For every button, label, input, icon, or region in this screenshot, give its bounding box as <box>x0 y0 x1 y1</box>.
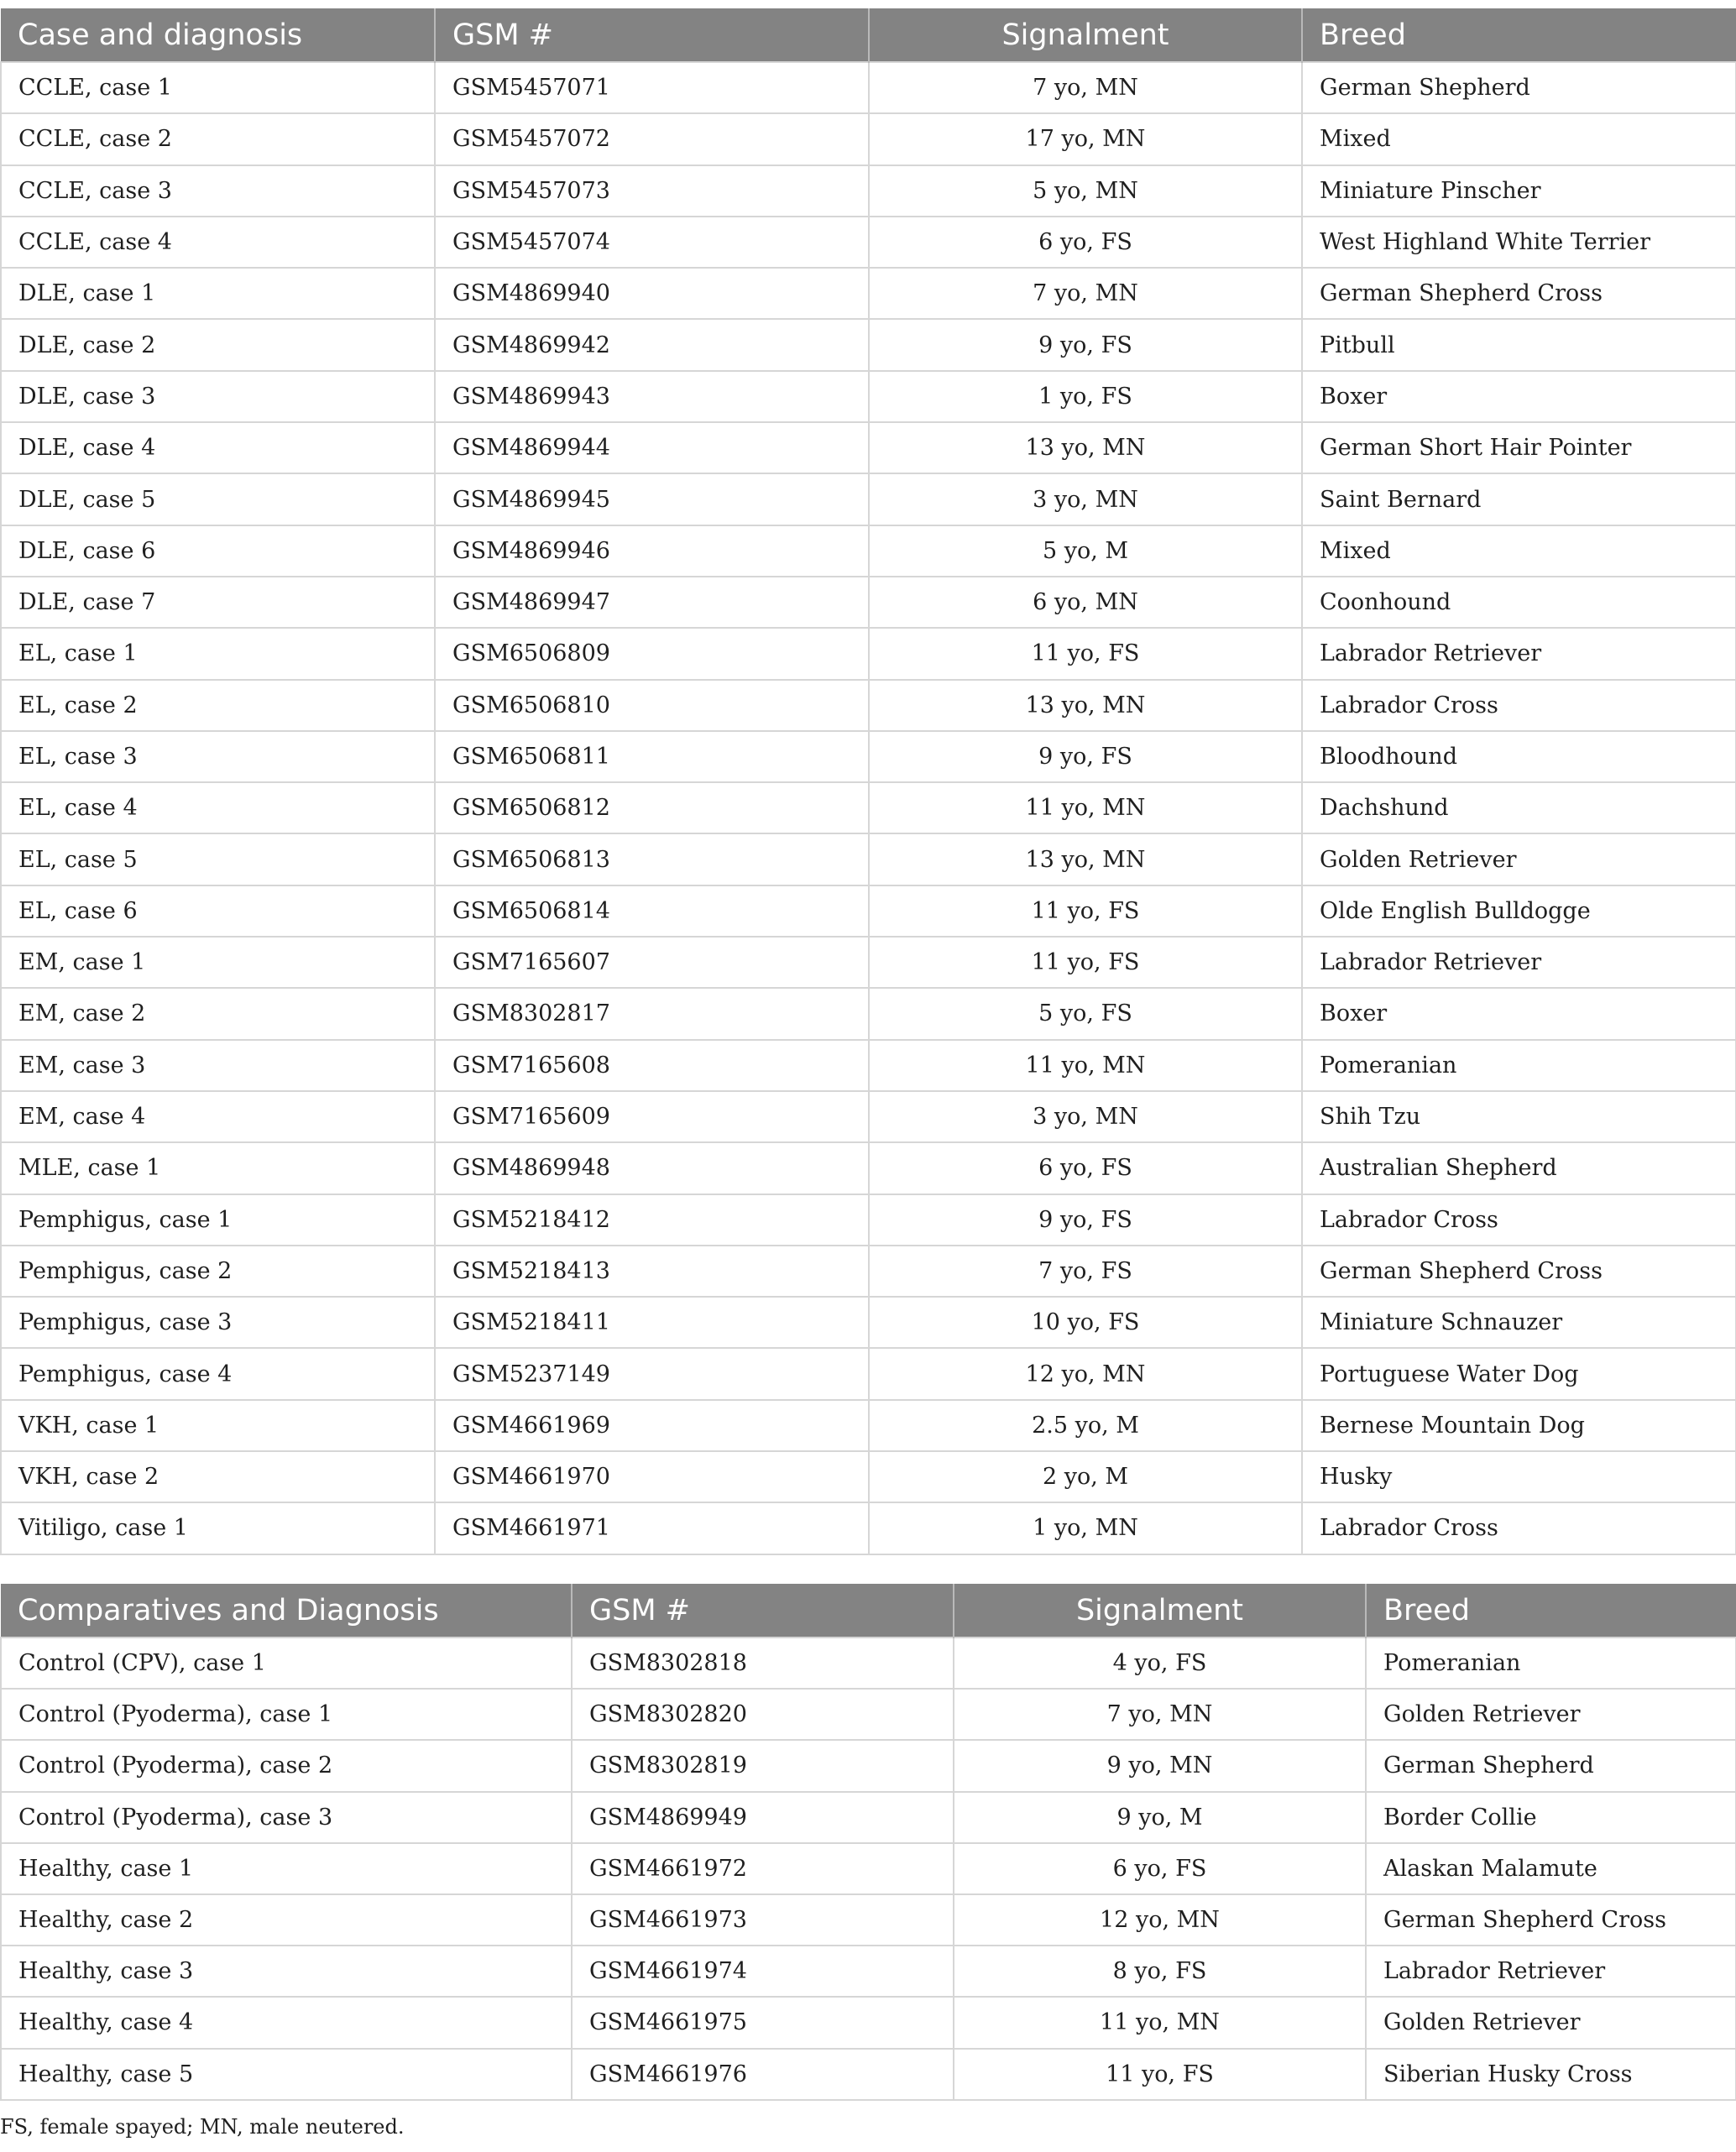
table-row <box>1 1348 1736 1399</box>
diagnosis-cell: DLE, case 5 <box>1 473 435 525</box>
col-header-breed: Breed <box>1302 8 1736 62</box>
gsm-cell: GSM4869944 <box>435 422 869 473</box>
gsm-cell: GSM4661971 <box>435 1502 869 1554</box>
diagnosis-cell: Control (CPV), case 1 <box>1 1638 572 1689</box>
gsm-cell: GSM8302819 <box>572 1740 954 1791</box>
col-header-signalment: Signalment <box>954 1584 1366 1638</box>
diagnosis-cell: Vitiligo, case 1 <box>1 1502 435 1554</box>
gsm-cell: GSM6506811 <box>435 731 869 782</box>
gsm-cell: GSM4661969 <box>435 1400 869 1451</box>
col-header-breed: Breed <box>1366 1584 1736 1638</box>
gsm-cell: GSM6506810 <box>435 680 869 731</box>
diagnosis-cell: DLE, case 2 <box>1 319 435 370</box>
diagnosis-cell: Healthy, case 4 <box>1 1997 572 2048</box>
breed-cell: Boxer <box>1302 371 1736 422</box>
breed-cell: Pomeranian <box>1302 1040 1736 1091</box>
table-row <box>1 1400 1736 1451</box>
breed-cell: Pomeranian <box>1366 1638 1736 1689</box>
table-row <box>1 1843 1736 1894</box>
signalment-cell: 12 yo, MN <box>954 1894 1366 1946</box>
col-header-gsm: GSM # <box>572 1584 954 1638</box>
table-row <box>1 1502 1736 1554</box>
gsm-cell: GSM6506814 <box>435 885 869 937</box>
signalment-cell: 12 yo, MN <box>869 1348 1302 1399</box>
diagnosis-cell: EM, case 3 <box>1 1040 435 1091</box>
table-row <box>1 1792 1736 1843</box>
gsm-cell: GSM4661972 <box>572 1843 954 1894</box>
breed-cell: Border Collie <box>1366 1792 1736 1843</box>
gsm-cell: GSM4661970 <box>435 1451 869 1502</box>
breed-cell: Bloodhound <box>1302 731 1736 782</box>
diagnosis-cell: VKH, case 1 <box>1 1400 435 1451</box>
diagnosis-cell: Healthy, case 1 <box>1 1843 572 1894</box>
diagnosis-cell: Healthy, case 2 <box>1 1894 572 1946</box>
signalment-cell: 2.5 yo, M <box>869 1400 1302 1451</box>
signalment-cell: 1 yo, MN <box>869 1502 1302 1554</box>
breed-cell: Bernese Mountain Dog <box>1302 1400 1736 1451</box>
signalment-cell: 13 yo, MN <box>869 680 1302 731</box>
breed-cell: German Short Hair Pointer <box>1302 422 1736 473</box>
table-row <box>1 1142 1736 1194</box>
gsm-cell: GSM5218412 <box>435 1194 869 1246</box>
table-row <box>1 473 1736 525</box>
signalment-cell: 11 yo, FS <box>869 628 1302 679</box>
signalment-cell: 6 yo, MN <box>869 577 1302 628</box>
signalment-cell: 6 yo, FS <box>869 1142 1302 1194</box>
table-row <box>1 1091 1736 1142</box>
gsm-cell: GSM4661973 <box>572 1894 954 1946</box>
table-row <box>1 319 1736 370</box>
signalment-cell: 11 yo, MN <box>869 782 1302 833</box>
signalment-cell: 7 yo, MN <box>869 62 1302 113</box>
diagnosis-cell: CCLE, case 4 <box>1 217 435 268</box>
table-row <box>1 628 1736 679</box>
diagnosis-cell: DLE, case 3 <box>1 371 435 422</box>
breed-cell: German Shepherd <box>1302 62 1736 113</box>
signalment-cell: 5 yo, FS <box>869 988 1302 1039</box>
table-row <box>1 1740 1736 1791</box>
table-row <box>1 1946 1736 1997</box>
gsm-cell: GSM5457073 <box>435 165 869 217</box>
signalment-cell: 7 yo, MN <box>869 268 1302 319</box>
table-row <box>1 113 1736 165</box>
diagnosis-cell: Pemphigus, case 4 <box>1 1348 435 1399</box>
gsm-cell: GSM8302817 <box>435 988 869 1039</box>
diagnosis-cell: EM, case 2 <box>1 988 435 1039</box>
breed-cell: Golden Retriever <box>1302 833 1736 885</box>
table-row <box>1 988 1736 1039</box>
gsm-cell: GSM5237149 <box>435 1348 869 1399</box>
cases-table <box>0 8 1736 1555</box>
table-row <box>1 1894 1736 1946</box>
signalment-cell: 9 yo, FS <box>869 731 1302 782</box>
breed-cell: Labrador Cross <box>1302 680 1736 731</box>
signalment-cell: 11 yo, FS <box>869 937 1302 988</box>
signalment-cell: 9 yo, FS <box>869 1194 1302 1246</box>
col-header-signalment: Signalment <box>869 8 1302 62</box>
table-row <box>1 1194 1736 1246</box>
breed-cell: Siberian Husky Cross <box>1366 2049 1736 2100</box>
table-row <box>1 1638 1736 1689</box>
gsm-cell: GSM4869949 <box>572 1792 954 1843</box>
gsm-cell: GSM6506812 <box>435 782 869 833</box>
diagnosis-cell: Healthy, case 3 <box>1 1946 572 1997</box>
gsm-cell: GSM7165607 <box>435 937 869 988</box>
diagnosis-cell: EM, case 4 <box>1 1091 435 1142</box>
breed-cell: Labrador Retriever <box>1302 628 1736 679</box>
table-row <box>1 1689 1736 1740</box>
breed-cell: Golden Retriever <box>1366 1689 1736 1740</box>
gsm-cell: GSM5457072 <box>435 113 869 165</box>
signalment-cell: 5 yo, M <box>869 525 1302 577</box>
table-row <box>1 371 1736 422</box>
col-header-comparatives-diagnosis: Comparatives and Diagnosis <box>1 1584 572 1638</box>
breed-cell: Shih Tzu <box>1302 1091 1736 1142</box>
diagnosis-cell: EL, case 5 <box>1 833 435 885</box>
diagnosis-cell: MLE, case 1 <box>1 1142 435 1194</box>
signalment-cell: 11 yo, MN <box>954 1997 1366 2048</box>
diagnosis-cell: Pemphigus, case 1 <box>1 1194 435 1246</box>
breed-cell: Mixed <box>1302 525 1736 577</box>
breed-cell: Alaskan Malamute <box>1366 1843 1736 1894</box>
comparatives-table <box>0 1584 1736 2101</box>
signalment-cell: 5 yo, MN <box>869 165 1302 217</box>
diagnosis-cell: EL, case 6 <box>1 885 435 937</box>
breed-cell: West Highland White Terrier <box>1302 217 1736 268</box>
diagnosis-cell: VKH, case 2 <box>1 1451 435 1502</box>
breed-cell: German Shepherd Cross <box>1302 268 1736 319</box>
signalment-cell: 9 yo, M <box>954 1792 1366 1843</box>
diagnosis-cell: Control (Pyoderma), case 3 <box>1 1792 572 1843</box>
table-row <box>1 937 1736 988</box>
breed-cell: Golden Retriever <box>1366 1997 1736 2048</box>
breed-cell: German Shepherd Cross <box>1366 1894 1736 1946</box>
breed-cell: Labrador Retriever <box>1366 1946 1736 1997</box>
gsm-cell: GSM7165609 <box>435 1091 869 1142</box>
signalment-cell: 11 yo, FS <box>954 2049 1366 2100</box>
gsm-cell: GSM5218411 <box>435 1297 869 1348</box>
breed-cell: Boxer <box>1302 988 1736 1039</box>
gsm-cell: GSM6506813 <box>435 833 869 885</box>
breed-cell: Labrador Cross <box>1302 1194 1736 1246</box>
diagnosis-cell: EL, case 1 <box>1 628 435 679</box>
gsm-cell: GSM6506809 <box>435 628 869 679</box>
signalment-cell: 7 yo, MN <box>954 1689 1366 1740</box>
gsm-cell: GSM4869943 <box>435 371 869 422</box>
gsm-cell: GSM4869947 <box>435 577 869 628</box>
gsm-cell: GSM4661976 <box>572 2049 954 2100</box>
signalment-cell: 4 yo, FS <box>954 1638 1366 1689</box>
signalment-cell: 11 yo, FS <box>869 885 1302 937</box>
gsm-cell: GSM5218413 <box>435 1246 869 1297</box>
diagnosis-cell: EL, case 4 <box>1 782 435 833</box>
table-row <box>1 885 1736 937</box>
table-row <box>1 577 1736 628</box>
diagnosis-cell: EM, case 1 <box>1 937 435 988</box>
breed-cell: Miniature Schnauzer <box>1302 1297 1736 1348</box>
gsm-cell: GSM4869940 <box>435 268 869 319</box>
gsm-cell: GSM4869946 <box>435 525 869 577</box>
signalment-cell: 6 yo, FS <box>954 1843 1366 1894</box>
header-row <box>1 8 1736 62</box>
table-row <box>1 217 1736 268</box>
breed-cell: German Shepherd Cross <box>1302 1246 1736 1297</box>
breed-cell: Mixed <box>1302 113 1736 165</box>
signalment-cell: 9 yo, FS <box>869 319 1302 370</box>
gsm-cell: GSM4869945 <box>435 473 869 525</box>
signalment-cell: 3 yo, MN <box>869 473 1302 525</box>
breed-cell: Coonhound <box>1302 577 1736 628</box>
table-row <box>1 1040 1736 1091</box>
gsm-cell: GSM4869942 <box>435 319 869 370</box>
signalment-cell: 8 yo, FS <box>954 1946 1366 1997</box>
breed-cell: Olde English Bulldogge <box>1302 885 1736 937</box>
gsm-cell: GSM4661974 <box>572 1946 954 1997</box>
gsm-cell: GSM4869948 <box>435 1142 869 1194</box>
signalment-cell: 11 yo, MN <box>869 1040 1302 1091</box>
breed-cell: Miniature Pinscher <box>1302 165 1736 217</box>
gsm-cell: GSM4661975 <box>572 1997 954 2048</box>
gsm-cell: GSM7165608 <box>435 1040 869 1091</box>
diagnosis-cell: DLE, case 7 <box>1 577 435 628</box>
diagnosis-cell: DLE, case 6 <box>1 525 435 577</box>
diagnosis-cell: CCLE, case 2 <box>1 113 435 165</box>
signalment-cell: 9 yo, MN <box>954 1740 1366 1791</box>
breed-cell: Labrador Cross <box>1302 1502 1736 1554</box>
gsm-cell: GSM8302818 <box>572 1638 954 1689</box>
breed-cell: Dachshund <box>1302 782 1736 833</box>
table-row <box>1 680 1736 731</box>
gsm-cell: GSM5457071 <box>435 62 869 113</box>
breed-cell: Pitbull <box>1302 319 1736 370</box>
col-header-gsm: GSM # <box>435 8 869 62</box>
header-row <box>1 1584 1736 1638</box>
diagnosis-cell: Pemphigus, case 2 <box>1 1246 435 1297</box>
table-footnote: FS, female spayed; MN, male neutered. <box>0 2115 405 2139</box>
diagnosis-cell: EL, case 3 <box>1 731 435 782</box>
signalment-cell: 7 yo, FS <box>869 1246 1302 1297</box>
gsm-cell: GSM8302820 <box>572 1689 954 1740</box>
table-row <box>1 1451 1736 1502</box>
gsm-cell: GSM5457074 <box>435 217 869 268</box>
diagnosis-cell: DLE, case 1 <box>1 268 435 319</box>
diagnosis-cell: Control (Pyoderma), case 1 <box>1 1689 572 1740</box>
table-row <box>1 731 1736 782</box>
signalment-cell: 2 yo, M <box>869 1451 1302 1502</box>
breed-cell: German Shepherd <box>1366 1740 1736 1791</box>
diagnosis-cell: CCLE, case 1 <box>1 62 435 113</box>
breed-cell: Labrador Retriever <box>1302 937 1736 988</box>
signalment-cell: 17 yo, MN <box>869 113 1302 165</box>
table-row <box>1 1297 1736 1348</box>
table-row <box>1 1997 1736 2048</box>
table-row <box>1 525 1736 577</box>
diagnosis-cell: CCLE, case 3 <box>1 165 435 217</box>
diagnosis-cell: DLE, case 4 <box>1 422 435 473</box>
table-row <box>1 833 1736 885</box>
signalment-cell: 6 yo, FS <box>869 217 1302 268</box>
col-header-case-diagnosis: Case and diagnosis <box>1 8 435 62</box>
diagnosis-cell: EL, case 2 <box>1 680 435 731</box>
diagnosis-cell: Control (Pyoderma), case 2 <box>1 1740 572 1791</box>
diagnosis-cell: Healthy, case 5 <box>1 2049 572 2100</box>
table-row <box>1 1246 1736 1297</box>
signalment-cell: 10 yo, FS <box>869 1297 1302 1348</box>
table-row <box>1 422 1736 473</box>
breed-cell: Portuguese Water Dog <box>1302 1348 1736 1399</box>
signalment-cell: 3 yo, MN <box>869 1091 1302 1142</box>
table-row <box>1 165 1736 217</box>
breed-cell: Saint Bernard <box>1302 473 1736 525</box>
table-row <box>1 782 1736 833</box>
signalment-cell: 13 yo, MN <box>869 833 1302 885</box>
table-row <box>1 2049 1736 2100</box>
breed-cell: Husky <box>1302 1451 1736 1502</box>
breed-cell: Australian Shepherd <box>1302 1142 1736 1194</box>
table-row <box>1 268 1736 319</box>
diagnosis-cell: Pemphigus, case 3 <box>1 1297 435 1348</box>
signalment-cell: 1 yo, FS <box>869 371 1302 422</box>
signalment-cell: 13 yo, MN <box>869 422 1302 473</box>
table-row <box>1 62 1736 113</box>
